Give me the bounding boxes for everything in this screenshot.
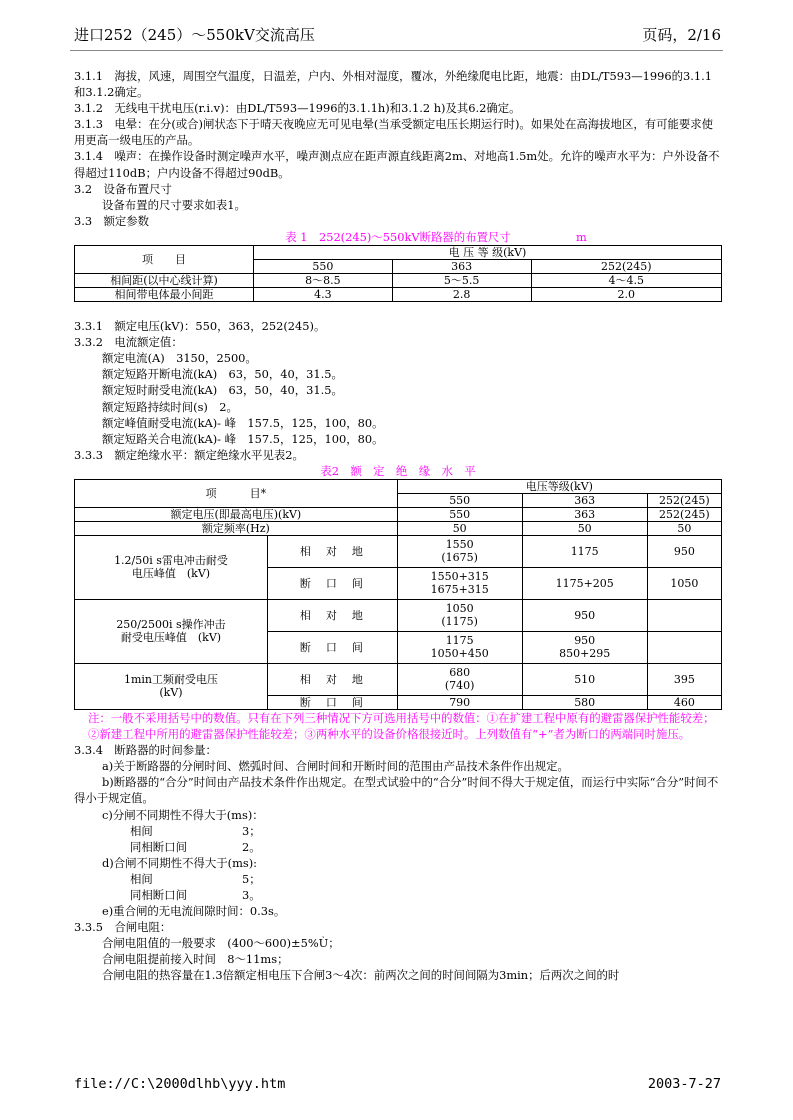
table2-cell: 510 xyxy=(522,663,647,695)
rated-peak-current: 额定峰值耐受电流(kA)- 峰 157.5，125，100，80。 xyxy=(102,415,384,430)
table1-item-header: 项 目 xyxy=(75,246,254,274)
table2-cell: 1050 xyxy=(647,567,721,599)
table2-sub-open: 断 口 间 xyxy=(268,695,398,709)
table2-col-550: 550 xyxy=(397,493,522,507)
para-3-1-1: 3.1.1 海拔，风速，周围空气温度，日温差，户内、外相对湿度，覆冰，外绝缘爬电比距，地震：由DL/T593—1996的3.1.1和3.1.2确定。 xyxy=(74,69,713,100)
rated-current: 额定电流(A) 3150，2500。 xyxy=(102,351,257,366)
timing-d2 xyxy=(74,887,722,903)
table2-row-label: 额定频率(Hz) xyxy=(75,521,398,535)
table2-item-header: 项 目* xyxy=(75,479,398,507)
timing-e: e)重合闸的无电流间隙时间：0.3s。 xyxy=(102,904,286,919)
cell-line: (740) xyxy=(444,679,475,693)
table2-group-lightning xyxy=(75,535,268,599)
resistor-value: 合闸电阻值的一般要求 (400～600)±5%Ù； xyxy=(102,936,340,951)
table2-cell: 950 xyxy=(647,535,721,567)
table2-cell: 1175+205 xyxy=(522,567,647,599)
table1-row-label: 相间距(以中心线计算) xyxy=(75,274,254,288)
table-row xyxy=(75,535,722,567)
rated-breaking-current: 额定短路开断电流(kA) 63，50，40，31.5。 xyxy=(102,367,343,382)
para-3-3-3: 3.3.3 额定绝缘水平：额定绝缘水平见表2。 xyxy=(74,447,304,462)
table2-col-252: 252(245) xyxy=(647,493,721,507)
table2-cell xyxy=(397,631,522,663)
document-body xyxy=(74,68,722,984)
table2-cell xyxy=(397,599,522,631)
cell-line: (1675) xyxy=(441,551,478,565)
table1-row-label: 相间带电体最小间距 xyxy=(75,288,254,302)
timing-value: 2。 xyxy=(242,839,261,854)
table2-cell: 790 xyxy=(397,695,522,709)
cell-line: (1175) xyxy=(441,615,478,629)
table2-level-header: 电压等级(kV) xyxy=(397,479,721,493)
table2-col-363: 363 xyxy=(522,493,647,507)
table2-cell: 1175 xyxy=(522,535,647,567)
resistor-heat-capacity: 合闸电阻的热容量在1.3倍额定相电压下合闸3～4次：前两次之间的时间间隔为3min；后两次之间的时 xyxy=(102,968,620,983)
table2-sub-open: 断 口 间 xyxy=(268,631,398,663)
cell-line: 850+295 xyxy=(559,647,611,661)
table2-cell: 395 xyxy=(647,663,721,695)
table1-unit: m xyxy=(576,229,587,244)
cell-line: 1550 xyxy=(445,538,474,552)
table2-group-power-freq xyxy=(75,663,268,709)
resistor-insertion-time: 合闸电阻提前接入时间 8～11ms； xyxy=(102,952,289,967)
header-rule xyxy=(70,50,723,51)
table2-cell: 50 xyxy=(522,521,647,535)
table2-cell xyxy=(522,631,647,663)
timing-c1 xyxy=(74,823,722,839)
table-row xyxy=(75,599,722,631)
table2-sub-open: 断 口 间 xyxy=(268,567,398,599)
table1-cell: 8～8.5 xyxy=(254,274,393,288)
cell-line: 1175 xyxy=(445,634,474,648)
cell-line: 1050 xyxy=(445,602,474,616)
para-3-1-2: 3.1.2 无线电干扰电压(r.i.v)：由DL/T593—1996的3.1.1h)和3.1.2 h)及其6.2确定。 xyxy=(74,101,521,116)
table-row xyxy=(75,663,722,695)
timing-d1 xyxy=(74,871,722,887)
timing-d: d)合闸不同期性不得大于(ms): xyxy=(102,855,258,870)
para-3-3-1: 3.3.1 额定电压(kV)：550，363，252(245)。 xyxy=(74,319,326,334)
timing-key: 相间 xyxy=(130,823,153,838)
para-3-1-3: 3.1.3 电晕：在分(或合)闸状态下于晴天夜晚应无可见电晕(当承受额定电压长期运行时)。如果处在高海拔地区，有可能要求使用更高一级电压的产品。 xyxy=(74,117,714,148)
group-label-line: 250/2500i s操作冲击 xyxy=(116,618,226,632)
timing-value: 3。 xyxy=(242,888,261,902)
table2-cell: 950 xyxy=(522,599,647,631)
table2-sub-ground: 相 对 地 xyxy=(268,663,398,695)
table2-caption: 表2 额 定 绝 缘 水 平 xyxy=(320,463,476,478)
timing-value: 3； xyxy=(242,823,261,838)
timing-key: 同相断口间 xyxy=(130,839,187,854)
table-row xyxy=(75,521,722,535)
group-label-line: 1min工频耐受电压 xyxy=(123,673,219,687)
cell-line: 1050+450 xyxy=(430,647,489,661)
rated-short-duration: 额定短路持续时间(s) 2。 xyxy=(102,399,238,414)
table1 xyxy=(74,245,722,302)
table2-cell: 50 xyxy=(647,521,721,535)
table1-col-252: 252(245) xyxy=(531,260,721,274)
table2-sub-ground: 相 对 地 xyxy=(268,599,398,631)
para-3-3-4: 3.3.4 断路器的时间参量： xyxy=(74,743,217,758)
cell-line: 1675+315 xyxy=(430,583,489,597)
table1-col-363: 363 xyxy=(392,260,531,274)
para-3-3-5: 3.3.5 合闸电阻： xyxy=(74,920,172,935)
group-label-line: (kV) xyxy=(159,686,183,700)
cell-line: 680 xyxy=(449,666,471,680)
table1-cell: 4～4.5 xyxy=(531,274,721,288)
rated-making-current: 额定短路关合电流(kA)- 峰 157.5，125，100，80。 xyxy=(102,431,384,446)
table1-col-550: 550 xyxy=(254,260,393,274)
timing-key: 同相断口间 xyxy=(130,888,187,902)
table2-group-switching xyxy=(75,599,268,663)
para-3-2-body: 设备布置的尺寸要求如表1。 xyxy=(102,197,246,212)
footer-path: file://C:\2000dlhb\yyy.htm xyxy=(74,1076,286,1092)
timing-a: a)关于断路器的分闸时间、燃弧时间、合闸时间和开断时间的范围由产品技术条件作出规定。 xyxy=(102,759,569,774)
table2-cell: 550 xyxy=(397,507,522,521)
timing-value: 5； xyxy=(242,871,261,886)
table2-note: 注：一般不采用括号中的数值。只有在下列三种情况下方可选用括号中的数值：①在扩建工程中原有的避雷器保护性能较差；②新建工程中所用的避雷器保护性能较差；③两种水平的设备价格很接近时。上列数值有“+”者为断口的两端同时施压。 xyxy=(88,710,715,742)
table2-cell xyxy=(647,599,721,631)
table2-cell: 50 xyxy=(397,521,522,535)
table2-sub-ground: 相 对 地 xyxy=(268,535,398,567)
para-3-3-2: 3.3.2 电流额定值： xyxy=(74,335,183,350)
table1-caption: 表 1 252(245)～550kV断路器的布置尺寸 xyxy=(285,229,511,244)
table-row xyxy=(75,288,722,302)
timing-key: 相间 xyxy=(130,871,153,886)
table2-cell: 460 xyxy=(647,695,721,709)
table1-cell: 5～5.5 xyxy=(392,274,531,288)
table2-cell: 580 xyxy=(522,695,647,709)
header-page-number: 页码，2/16 xyxy=(642,26,721,44)
table2-cell xyxy=(647,631,721,663)
table2 xyxy=(74,479,722,710)
table2-cell: 363 xyxy=(522,507,647,521)
group-label-line: 电压峰值 (kV) xyxy=(131,567,211,581)
table2-cell: 252(245) xyxy=(647,507,721,521)
group-label-line: 1.2/50i s雷电冲击耐受 xyxy=(114,554,228,568)
table-row xyxy=(75,507,722,521)
group-label-line: 耐受电压峰值 (kV) xyxy=(120,631,222,645)
table1-caption-line xyxy=(74,229,722,245)
timing-c2 xyxy=(74,839,722,855)
rated-short-time-current: 额定短时耐受电流(kA) 63，50，40，31.5。 xyxy=(102,383,343,398)
table1-cell: 2.8 xyxy=(392,288,531,302)
cell-line: 1550+315 xyxy=(430,570,489,584)
page-header xyxy=(74,24,721,46)
cell-line: 950 xyxy=(574,634,596,648)
table2-cell xyxy=(397,567,522,599)
header-title: 进口252（245）～550kV交流高压 xyxy=(74,26,315,44)
table1-cell: 2.0 xyxy=(531,288,721,302)
table1-cell: 4.3 xyxy=(254,288,393,302)
timing-c: c)分闸不同期性不得大于(ms)： xyxy=(102,807,264,822)
para-3-2: 3.2 设备布置尺寸 xyxy=(74,181,172,196)
table1-level-header: 电 压 等 级(kV) xyxy=(254,246,722,260)
table2-cell xyxy=(397,663,522,695)
para-3-1-4: 3.1.4 噪声：在操作设备时测定噪声水平，噪声测点应在距声源直线距离2m、对地高1.5m处。允许的噪声水平为：户外设备不得超过110dB；户内设备不得超过90dB。 xyxy=(74,149,720,180)
table2-cell xyxy=(397,535,522,567)
para-3-3: 3.3 额定参数 xyxy=(74,213,150,228)
table-row xyxy=(75,274,722,288)
timing-b: b)断路器的“合分”时间由产品技术条件作出规定。在型式试验中的“合分”时间不得大于规定值，而运行中实际“合分”时间不得小于规定值。 xyxy=(74,775,719,806)
footer-date: 2003-7-27 xyxy=(647,1076,721,1092)
table2-row-label: 额定电压(即最高电压)(kV) xyxy=(75,507,398,521)
